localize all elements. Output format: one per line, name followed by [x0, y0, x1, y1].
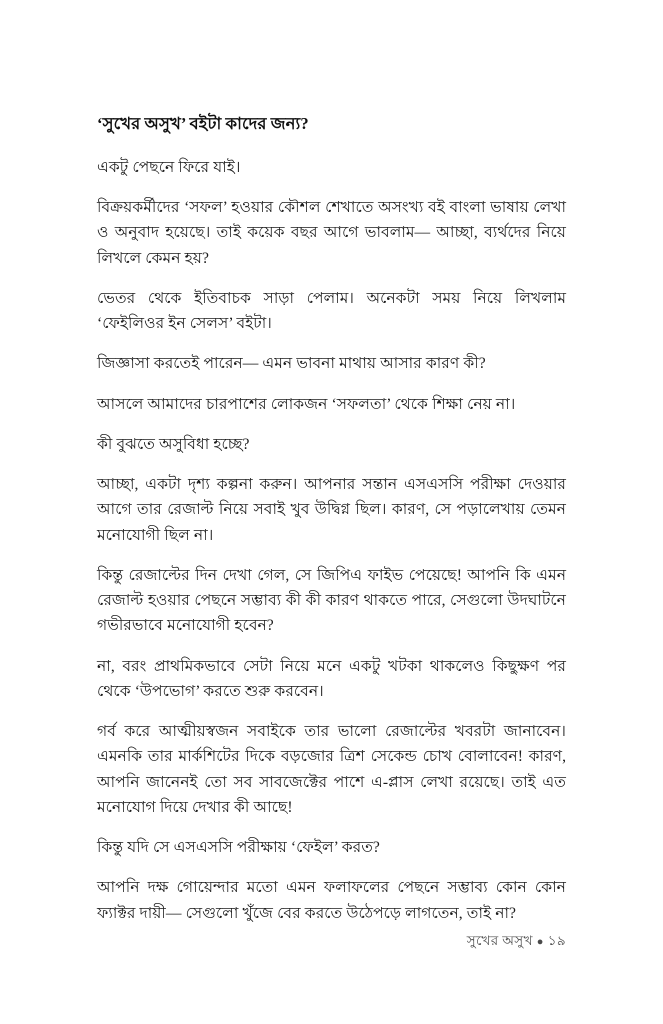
body-paragraph-4: জিজ্ঞাসা করতেই পারেন— এমন ভাবনা মাথায় আসার কারণ কী? [97, 355, 486, 373]
body-paragraph-11: কিন্তু যদি সে এসএসসি পরীক্ষায় ‘ফেইল’ করত? [97, 839, 380, 857]
footer-page-number: ১৯ [547, 933, 566, 948]
body-paragraph-5: আসলে আমাদের চারপাশের লোকজন ‘সফলতা’ থেকে শিক্ষা নেয় না। [97, 395, 516, 413]
body-paragraph-8: কিন্তু রেজাল্টের দিন দেখা গেল, সে জিপিএ ফাইভ পেয়েছে! আপনি কি এমন রেজাল্ট হওয়ার পেছনে সম্ভাব্য কী কী কারণ থাকতে পারে, সেগুলো উদঘাটনে গভীরভাবে মনোযোগী হবেন? [97, 566, 566, 635]
page-footer [97, 932, 566, 950]
page-content [97, 112, 566, 926]
body-paragraph-6: কী বুঝতে অসুবিধা হচ্ছে? [97, 435, 250, 453]
body-paragraph-12: আপনি দক্ষ গোয়েন্দার মতো এমন ফলাফলের পেছনে সম্ভাব্য কোন কোন ফ্যাক্টর দায়ী— সেগুলো খুঁজে বের করতে উঠেপড়ে লাগতেন, তাই না? [97, 879, 566, 922]
chapter-heading: ‘সুখের অসুখ’ বইটা কাদের জন্য? [97, 114, 309, 133]
body-paragraph-1: একটু পেছনে ফিরে যাই। [97, 158, 241, 176]
body-paragraph-10: গর্ব করে আত্মীয়স্বজন সবাইকে তার ভালো রেজাল্টের খবরটা জানাবেন। এমনকি তার মার্কশিটের দিকে বড়জোর ত্রিশ সেকেন্ড চোখ বোলাবেন! কারণ, আপনি জানেনই তো সব সাবজেক্টের পাশে এ-প্লাস লেখা রয়েছে। তাই এত মনোযোগ দিয়ে দেখার কী আছে! [97, 723, 566, 816]
body-paragraph-2: বিক্রয়কর্মীদের ‘সফল’ হওয়ার কৌশল শেখাতে অসংখ্য বই বাংলা ভাষায় লেখা ও অনুবাদ হয়েছে। তাই কয়েক বছর আগে ভাবলাম— আচ্ছা, ব্যর্থদের নিয়ে লিখলে কেমন হয়? [97, 199, 566, 267]
body-paragraph-7: আচ্ছা, একটা দৃশ্য কল্পনা করুন। আপনার সন্তান এসএসসি পরীক্ষা দেওয়ার আগে তার রেজাল্ট নিয়ে সবাই খুব উদ্বিগ্ন ছিল। কারণ, সে পড়ালেখায় তেমন মনোযোগী ছিল না। [97, 476, 566, 544]
footer-separator-dot-icon: ● [536, 935, 544, 948]
footer-inner [467, 932, 566, 950]
body-paragraph-9: না, বরং প্রাথমিকভাবে সেটা নিয়ে মনে একটু খটকা থাকলেও কিছুক্ষণ পর থেকে ‘উপভোগ’ করতে শুরু করবেন। [97, 657, 566, 700]
body-paragraph-3: ভেতর থেকে ইতিবাচক সাড়া পেলাম। অনেকটা সময় নিয়ে লিখলাম ‘ফেইলিওর ইন সেলস’ বইটা। [97, 289, 566, 333]
footer-running-title: সুখের অসুখ [466, 933, 533, 948]
